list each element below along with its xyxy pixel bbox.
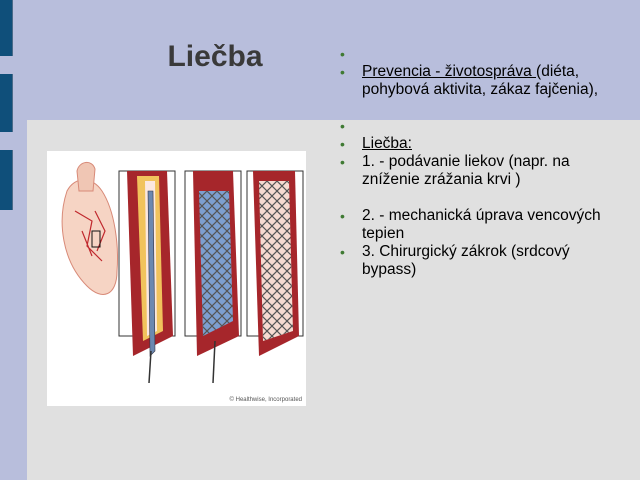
left-decor-strip [0, 0, 27, 480]
stent-illustration-svg [47, 151, 306, 406]
bullet-dot-icon: • [340, 46, 345, 62]
bullet-item [340, 153, 625, 189]
heart-icon [62, 162, 117, 294]
stent-illustration [47, 151, 306, 406]
bullet-text: 2. - mechanická úprava vencových tepien [362, 207, 601, 242]
bullet-text: 3. Chirurgický zákrok (srdcový bypass) [362, 243, 570, 278]
slide-tab-decoration [0, 150, 13, 210]
bullet-dot-icon: • [340, 154, 345, 170]
bullet-dot-icon: • [340, 208, 345, 224]
bullet-text: (diéta, pohybová aktivita, zákaz fajčenia), [362, 63, 599, 98]
bullet-text: 1. - podávanie liekov (napr. na zníženie zrážania krvi ) [362, 153, 570, 188]
bullet-item [340, 207, 625, 243]
bullet-dot-icon: • [340, 118, 345, 134]
bullet-dot-icon: • [340, 136, 345, 152]
artery-panel-1 [119, 171, 175, 383]
bullet-dot-icon: • [340, 244, 345, 260]
bullet-item [340, 45, 625, 63]
bullet-underlined-text: Prevencia - životospráva [362, 63, 537, 80]
bullet-item [340, 117, 625, 135]
artery-panel-3 [247, 171, 303, 356]
bullet-item [340, 63, 625, 99]
bullet-list [340, 45, 625, 279]
bullet-item [340, 135, 625, 153]
bullet-item [340, 243, 625, 279]
bullet-dot-icon: • [340, 64, 345, 80]
slide-tab-decoration [0, 74, 13, 132]
bullet-underlined-text: Liečba: [362, 135, 412, 152]
artery-panel-2 [185, 171, 241, 383]
image-credit: © Healthwise, Incorporated [229, 397, 302, 403]
slide-title: Liečba [167, 40, 263, 73]
slide-tab-decoration [0, 0, 13, 56]
